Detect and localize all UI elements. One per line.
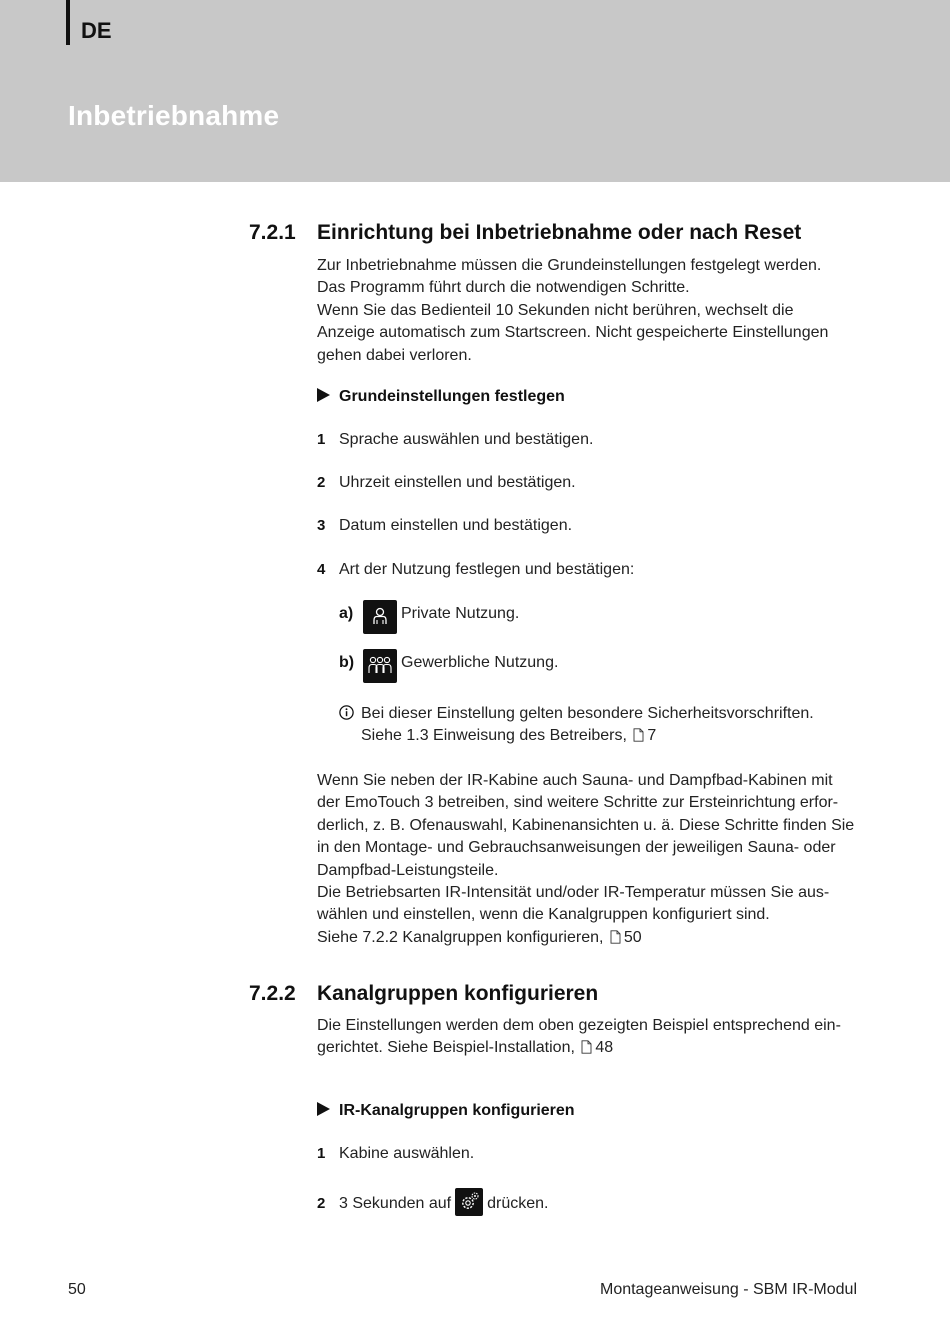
play-arrow-icon: [317, 1102, 330, 1116]
step-text: 3 Sekunden auf: [339, 1195, 452, 1212]
note-reference[interactable]: [361, 725, 814, 747]
task-title: IR-Kanalgruppen konfigurieren: [339, 1102, 575, 1119]
note-line: Bei dieser Einstellung gelten besondere Sicherheitsvorschriften.: [361, 705, 814, 722]
step-number: 4: [317, 561, 326, 578]
document-title: Montageanweisung - SBM IR-Modul: [599, 1281, 857, 1298]
paragraph-line: Wenn Sie neben der IR-Kabine auch Sauna- und Dampfbad-Kabinen mit: [317, 772, 833, 789]
language-code: DE: [81, 18, 112, 43]
step-item: [317, 561, 634, 579]
page-reference-icon: [633, 728, 644, 742]
paragraph-line: Wenn Sie das Bedienteil 10 Sekunden nicht berühren, wechselt die: [317, 301, 794, 319]
cross-reference[interactable]: [317, 1037, 862, 1059]
step-item: [317, 431, 593, 449]
step-item: [317, 474, 576, 492]
info-note: [339, 703, 839, 749]
step-number: 2: [317, 474, 326, 491]
page-reference-number: 50: [623, 928, 642, 946]
step-number: 1: [317, 431, 326, 448]
paragraph-line: in den Montage- und Gebrauchsanweisungen der jeweiligen Sauna- oder: [317, 839, 836, 857]
paragraph-line: Anzeige automatisch zum Startscreen. Nicht gespeicherte Einstellungen: [317, 324, 829, 342]
page-reference-number: 48: [595, 1039, 614, 1057]
paragraph-line: Dampfbad-Leistungsteile.: [317, 861, 499, 879]
step-text-end: drücken.: [487, 1195, 549, 1212]
page-reference-icon: [610, 930, 621, 944]
paragraph-line: Zur Inbetriebnahme müssen die Grundeinstellungen festgelegt werden.: [317, 257, 822, 274]
option-text: Private Nutzung.: [401, 605, 520, 622]
settings-gear-icon: [455, 1188, 483, 1216]
info-icon: [339, 705, 354, 720]
section-721-body: [317, 770, 862, 949]
step-number: 3: [317, 517, 326, 534]
paragraph-line: wählen und einstellen, wenn die Kanalgruppen konfiguriert sind.: [317, 906, 770, 924]
section-title: Kanalgruppen konfigurieren: [317, 982, 599, 1005]
option-text: Gewerbliche Nutzung.: [401, 654, 559, 671]
cross-reference[interactable]: [317, 927, 862, 949]
section-title: Einrichtung bei Inbetriebnahme oder nach Reset: [317, 221, 802, 244]
paragraph-line: der EmoTouch 3 betreiben, sind weitere Schritte zur Ersteinrichtung erfor-: [317, 794, 839, 812]
step-item: [317, 1188, 548, 1216]
paragraph-line: derlich, z. B. Ofenauswahl, Kabinenansichten u. ä. Diese Schritte finden Sie: [317, 816, 855, 834]
header-band: [0, 0, 950, 182]
section-number: 7.2.2: [249, 982, 296, 1005]
option-commercial: [339, 654, 639, 688]
paragraph-line: Die Einstellungen werden dem oben gezeigten Beispiel entsprechend ein-: [317, 1017, 841, 1034]
step-number: 1: [317, 1145, 326, 1162]
group-persons-icon: [363, 649, 397, 683]
section-722-intro: [317, 1015, 862, 1060]
option-label: b): [339, 654, 355, 671]
language-marker-bar: [66, 0, 70, 45]
task-heading-grundeinstellungen: [317, 388, 565, 406]
task-heading-ir-kanalgruppen: [317, 1102, 575, 1120]
page-reference-icon: [581, 1040, 592, 1054]
step-item: [317, 517, 572, 535]
cross-reference-text: Siehe 7.2.2 Kanalgruppen konfigurieren,: [317, 928, 604, 946]
task-title: Grundeinstellungen festlegen: [339, 388, 565, 405]
paragraph-line: Die Betriebsarten IR-Intensität und/oder IR-Temperatur müssen Sie aus-: [317, 884, 830, 902]
section-number: 7.2.1: [249, 221, 296, 244]
chapter-title: Inbetriebnahme: [68, 100, 280, 131]
step-text: Uhrzeit einstellen und bestätigen.: [339, 474, 576, 491]
step-number: 2: [317, 1195, 326, 1212]
step-text: Art der Nutzung festlegen und bestätigen:: [339, 561, 635, 578]
cross-reference-text: gerichtet. Siehe Beispiel-Installation,: [317, 1039, 575, 1057]
note-reference-text: Siehe 1.3 Einweisung des Betreibers,: [361, 727, 627, 745]
step-item: [317, 1145, 474, 1163]
single-person-icon: [363, 600, 397, 634]
step-text: Kabine auswählen.: [339, 1145, 475, 1162]
page-reference-number: 7: [647, 727, 657, 745]
page-number: 50: [68, 1281, 86, 1298]
paragraph-line: Das Programm führt durch die notwendigen Schritte.: [317, 279, 690, 297]
option-label: a): [339, 605, 354, 622]
play-arrow-icon: [317, 388, 330, 402]
step-text: Datum einstellen und bestätigen.: [339, 517, 573, 534]
step-text: Sprache auswählen und bestätigen.: [339, 431, 594, 448]
option-private: [339, 605, 639, 639]
paragraph-line: gehen dabei verloren.: [317, 346, 472, 364]
section-721-intro: [317, 255, 862, 367]
